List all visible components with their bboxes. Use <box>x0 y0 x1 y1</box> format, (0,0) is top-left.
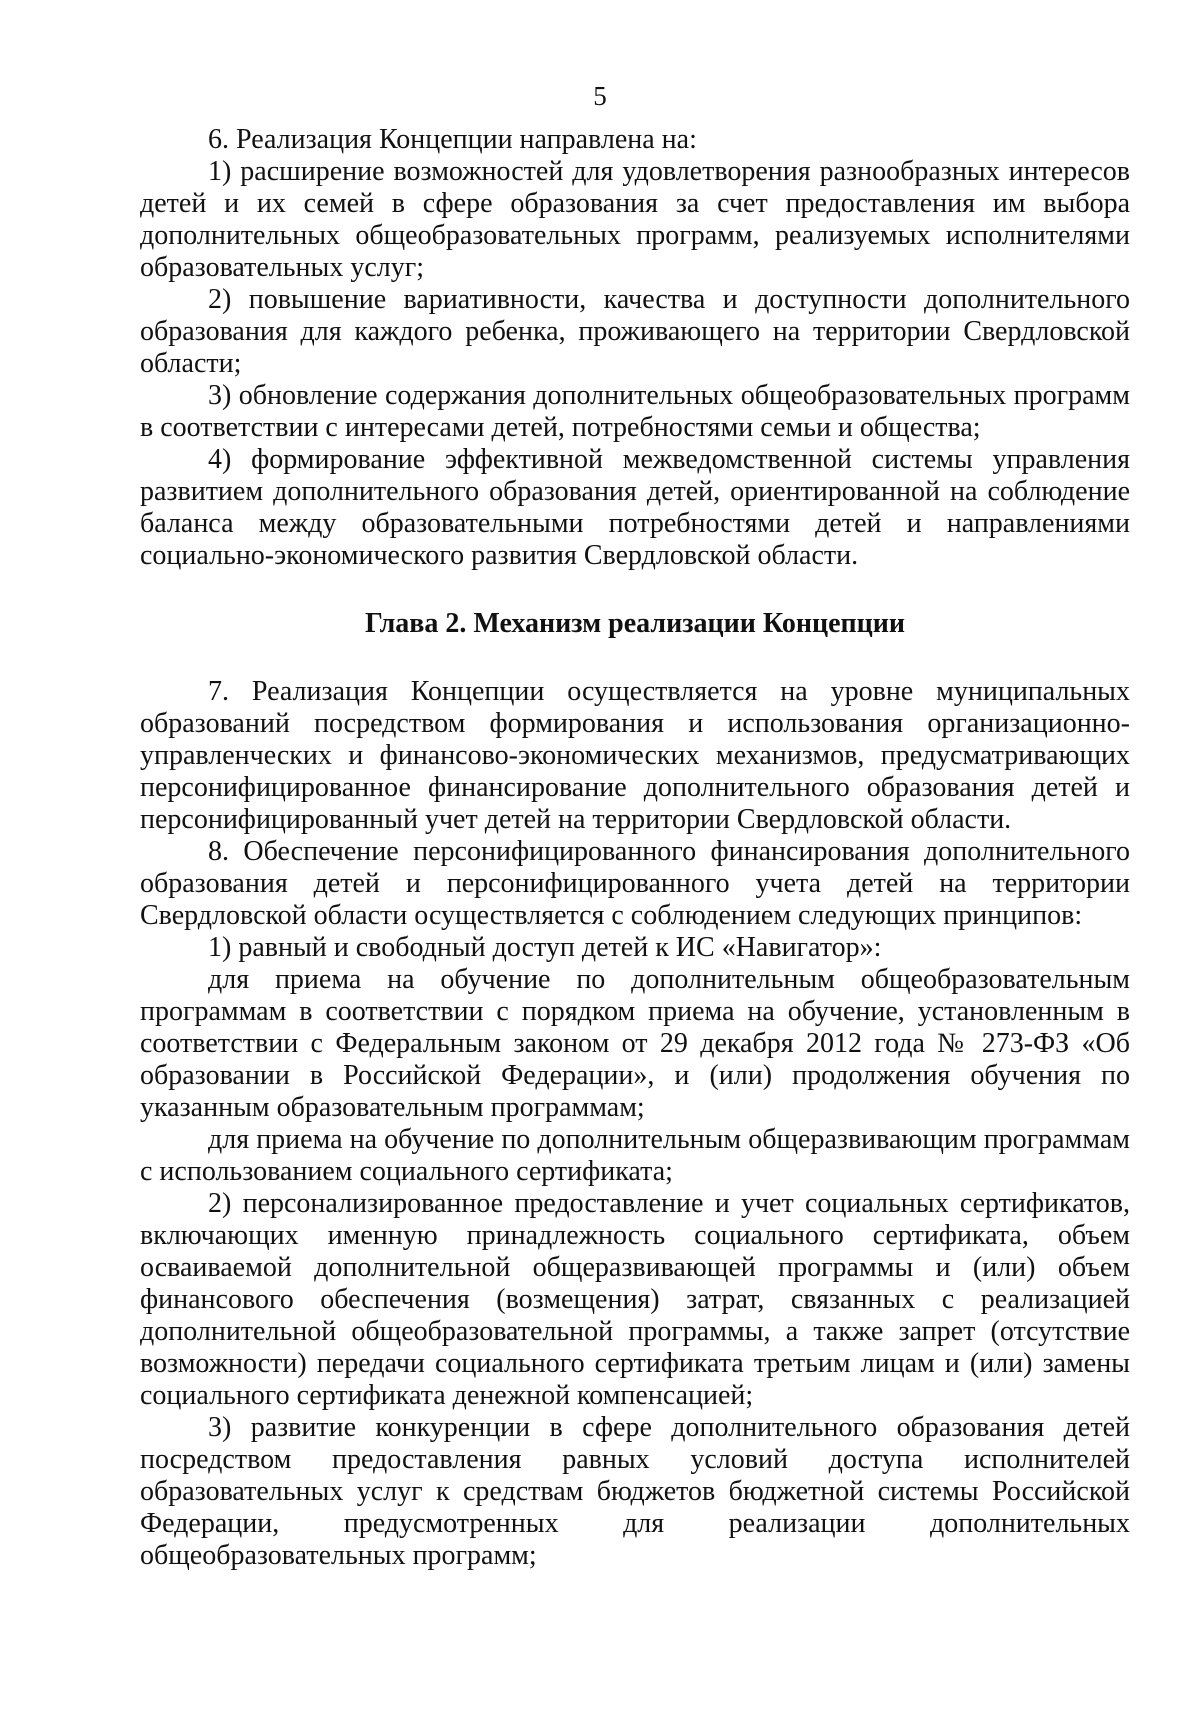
paragraph: 1) равный и свободный доступ детей к ИС «Навигатор»: <box>208 932 882 963</box>
paragraph: 7. Реализация Концепции осуществляется на уровне муниципальных образований посредством формирования и использования организационно-управленческих и финансово-экономических механизмов, предусматривающих персонифицированное финансирование дополнительного образования детей и персонифицированный учет детей на территории Свердловской области. <box>140 676 1130 835</box>
document-body <box>140 124 1130 1572</box>
paragraph: 3) обновление содержания дополнительных общеобразовательных программ в соответствии с интересами детей, потребностями семьи и общества; <box>140 380 1130 443</box>
paragraph: для приема на обучение по дополнительным общеразвивающим программам с использованием социального сертификата; <box>140 1124 1130 1187</box>
page-number: 5 <box>593 81 607 111</box>
paragraph: 8. Обеспечение персонифицированного финансирования дополнительного образования детей и персонифицированного учета детей на территории Свердловской области осуществляется с соблюдением следующих принципов: <box>140 836 1130 931</box>
paragraph: 4) формирование эффективной межведомственной системы управления развитием дополнительного образования детей, ориентированной на соблюдение баланса между образовательными потребностями детей и направлениями социально-экономического развития Свердловской области. <box>140 444 1130 571</box>
paragraph: 2) персонализированное предоставление и учет социальных сертификатов, включающих именную принадлежность социального сертификата, объем осваиваемой дополнительной общеразвивающей программы и (или) объем финансового обеспечения (возмещения) затрат, связанных с реализацией дополнительной общеобразовательной программы, а также запрет (отсутствие возможности) передачи социального сертификата третьим лицам и (или) замены социального сертификата денежной компенсацией; <box>140 1188 1130 1411</box>
chapter-heading: Глава 2. Механизм реализации Концепции <box>364 608 906 639</box>
paragraph: 6. Реализация Концепции направлена на: <box>208 124 697 155</box>
paragraph: 3) развитие конкуренции в сфере дополнительного образования детей посредством предоставления равных условий доступа исполнителей образовательных услуг к средствам бюджетов бюджетной системы Российской Федерации, предусмотренных для реализации дополнительных общеобразовательных программ; <box>140 1412 1130 1571</box>
paragraph: 2) повышение вариативности, качества и доступности дополнительного образования для каждого ребенка, проживающего на территории Свердловской области; <box>140 284 1130 379</box>
paragraph: для приема на обучение по дополнительным общеобразовательным программам в соответствии с порядком приема на обучение, установленным в соответствии с Федеральным законом от 29 декабря 2012 года № 273-ФЗ «Об образовании в Российской Федерации», и (или) продолжения обучения по указанным образовательным программам; <box>140 964 1130 1123</box>
paragraph: 1) расширение возможностей для удовлетворения разнообразных интересов детей и их семей в сфере образования за счет предоставления им выбора дополнительных общеобразовательных программ, реализуемых исполнителями образовательных услуг; <box>140 156 1130 283</box>
